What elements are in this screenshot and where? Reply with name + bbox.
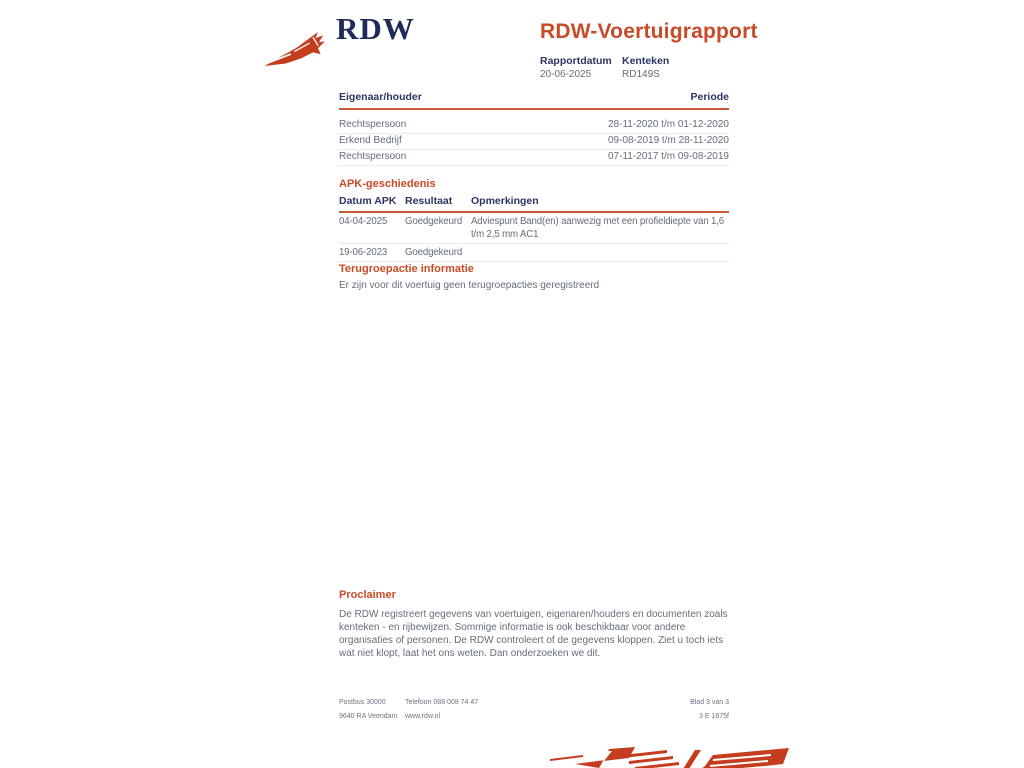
table-row <box>339 118 729 134</box>
owner-cell: Rechtspersoon <box>339 119 407 130</box>
report-date-label: Rapportdatum <box>540 55 612 67</box>
page-title: RDW-Voertuigrapport <box>540 20 758 43</box>
report-meta <box>540 55 670 80</box>
owner-cell: Erkend Bedrijf <box>339 135 402 146</box>
license-plate-value: RD149S <box>622 69 660 80</box>
apk-remarks-cell: Adviespunt Band(en) aanwezig met een profieldiepte van 1,6 t/m 2,5 mm AC1 <box>471 216 725 240</box>
apk-date-cell: 19-06-2023 <box>339 247 388 258</box>
footer-phone: Telefoon 088 008 74 47 <box>405 699 479 706</box>
proclaimer-text: De RDW registreert gegevens van voertuigen, eigenaren/houders en documenten zoals kenteken - en rijbewijzen. Sommige informatie is ook beschikbaar voor andere organisaties of personen. De RDW controleert of de gegevens kloppen. Ziet u toch iets wat niet klopt, laat het ons weten. Dan onderzoeken we dit. <box>339 609 728 659</box>
table-row <box>339 150 729 166</box>
apk-date-column-header: Datum APK <box>339 195 397 207</box>
rdw-logo <box>262 12 415 72</box>
apk-date-cell: 04-04-2025 <box>339 216 388 227</box>
footer-form-code: 3 E 1675f <box>699 713 729 720</box>
wing-stripes-graphic <box>545 746 790 768</box>
recall-section <box>339 263 729 291</box>
apk-result-column-header: Resultaat <box>405 195 453 207</box>
recall-section-heading: Terugroepactie informatie <box>339 263 474 275</box>
apk-table-header <box>339 192 729 213</box>
page-footer <box>339 699 729 727</box>
period-cell: 28-11-2020 t/m 01-12-2020 <box>607 119 729 130</box>
proclaimer-heading: Proclaimer <box>339 589 396 601</box>
table-row <box>339 134 729 150</box>
owner-table-header <box>339 91 729 110</box>
footer-address-line1: Postbus 30000 <box>339 699 386 706</box>
table-row <box>339 213 729 244</box>
report-date-value: 20-06-2025 <box>540 69 592 80</box>
owner-cell: Rechtspersoon <box>339 151 407 162</box>
period-cell: 07-11-2017 t/m 09-08-2019 <box>607 151 729 162</box>
period-column-header: Periode <box>690 91 729 103</box>
footer-website: www.rdw.nl <box>405 713 441 720</box>
rdw-wordmark: RDW <box>336 11 415 46</box>
apk-result-cell: Goedgekeurd <box>405 216 463 227</box>
license-plate-label: Kenteken <box>622 55 670 67</box>
apk-remarks-cell <box>471 246 729 259</box>
footer-page-indicator: Blad 3 van 3 <box>690 699 729 706</box>
apk-result-cell: Goedgekeurd <box>405 247 463 258</box>
owner-history-section <box>339 91 729 166</box>
table-row <box>339 244 729 262</box>
period-cell: 09-08-2019 t/m 28-11-2020 <box>607 135 729 146</box>
apk-remarks-column-header: Opmerkingen <box>471 195 539 207</box>
rdw-falcon-icon <box>262 26 330 72</box>
recall-text: Er zijn voor dit voertuig geen terugroepacties geregistreerd <box>339 280 600 291</box>
proclaimer-section <box>339 589 729 660</box>
owner-column-header: Eigenaar/houder <box>339 91 422 103</box>
footer-address-line2: 9640 RA Veendam <box>339 713 398 720</box>
apk-history-section <box>339 178 729 262</box>
apk-section-heading: APK-geschiedenis <box>339 178 436 190</box>
